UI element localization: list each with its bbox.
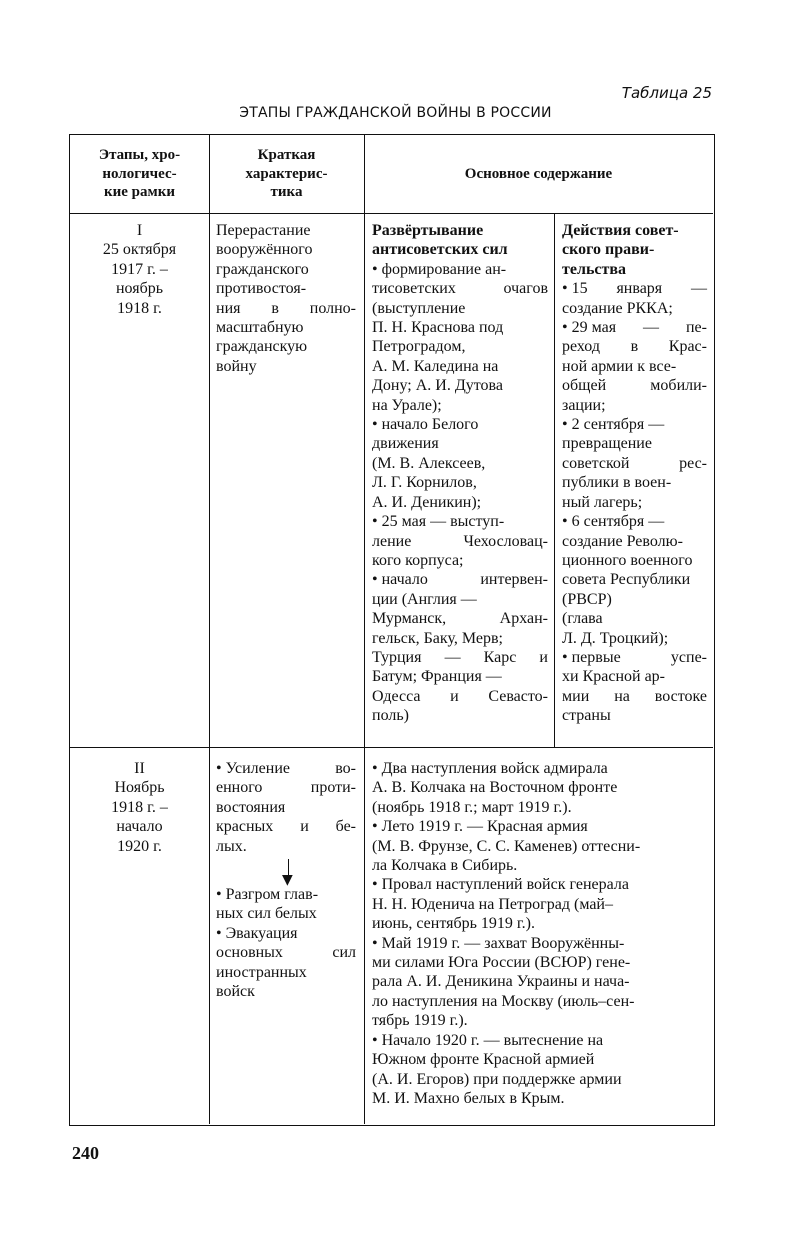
table-caption: Таблица 25 <box>621 84 712 102</box>
row2-stage: II Ноябрь 1918 г. – начало 1920 г. <box>111 760 168 855</box>
header-content: Основное содержание <box>464 165 613 182</box>
col-divider-3 <box>554 213 555 747</box>
col-divider-2 <box>364 135 365 1124</box>
header-summary-text: Краткая характерис- тика <box>245 147 328 201</box>
row1-antisoviet-forces: Развёртывание антисоветских сил • формирование ан- тисоветских очагов (выступление П. Н. Краснова под Петроградом, А. М. Каледина на Дону; А. И. Дутова на Урале); • начало Белого движения (М. В. Алексеев, Л. Г. Корнилов, А. И. Деникин); • 25 мая — выступ- ление Чехословац- кого корпуса; • начало интервен- ции (Англия — Мурманск, Архан- гельск, Баку, Мерв; Турция — Карс и Батум; Франция — Одесса и Севасто- поль) <box>372 222 548 725</box>
row2-summary-top: • Усиление во- енного проти- востояния красных и бе- лых. <box>216 760 356 855</box>
row2-summary-bottom: • Разгром глав- ных сил белых • Эвакуация основных сил иностранных войск <box>216 886 356 1001</box>
row1-stage: I 25 октября 1917 г. – ноябрь 1918 г. <box>102 222 177 317</box>
header-stage <box>70 135 209 213</box>
row2-content: • Два наступления войск адмирала А. В. Колчака на Восточном фронте (ноябрь 1918 г.; март 1919 г.). • Лето 1919 г. — Красная армия (М. В. Фрунзе, С. С. Каменев) оттесни- ла Колчака в Сибирь. • Провал наступлений войск генерала Н. Н. Юденича на Петроград (май– июнь, сентябрь 1919 г.). • Май 1919 г. — захват Вооружённы- ми силами Юга России (ВСЮР) гене- рала А. И. Деникина Украины и нача- ло наступления на Москву (июль–сен- тябрь 1919 г.). • Начало 1920 г. — вытеснение на Южном фронте Красной армией (А. И. Егоров) при поддержке армии М. И. Махно белых в Крым. <box>372 760 641 1107</box>
stages-table <box>69 134 715 1126</box>
table-title: ЭТАПЫ ГРАЖДАНСКОЙ ВОЙНЫ В РОССИИ <box>239 105 552 121</box>
down-arrow-icon: ▼ <box>282 872 293 888</box>
header-stage-text: Этапы, хро- нологичес- кие рамки <box>98 147 181 201</box>
page-number: 240 <box>72 1143 99 1163</box>
row1-summary: Перерастание вооружённого гражданского противостоя- ния в полно- масштабную гражданскую войну <box>216 222 356 375</box>
header-summary <box>209 135 364 213</box>
row1-soviet-government-actions: Действия совет- ского прави- тельства • 15 января — создание РККА; • 29 мая — пе- реход в Крас- ной армии к все- общей мобили- зации; • 2 сентября — превращение советской рес- публики в воен- ный лагерь; • 6 сентября — создание Револю- ционного военного совета Республики (РВСР) (глава Л. Д. Троцкий); • первые успе- хи Красной ар- мии на востоке страны <box>562 222 707 725</box>
col-divider-1 <box>209 135 210 1124</box>
row-divider <box>70 747 713 748</box>
header-divider <box>70 213 713 214</box>
